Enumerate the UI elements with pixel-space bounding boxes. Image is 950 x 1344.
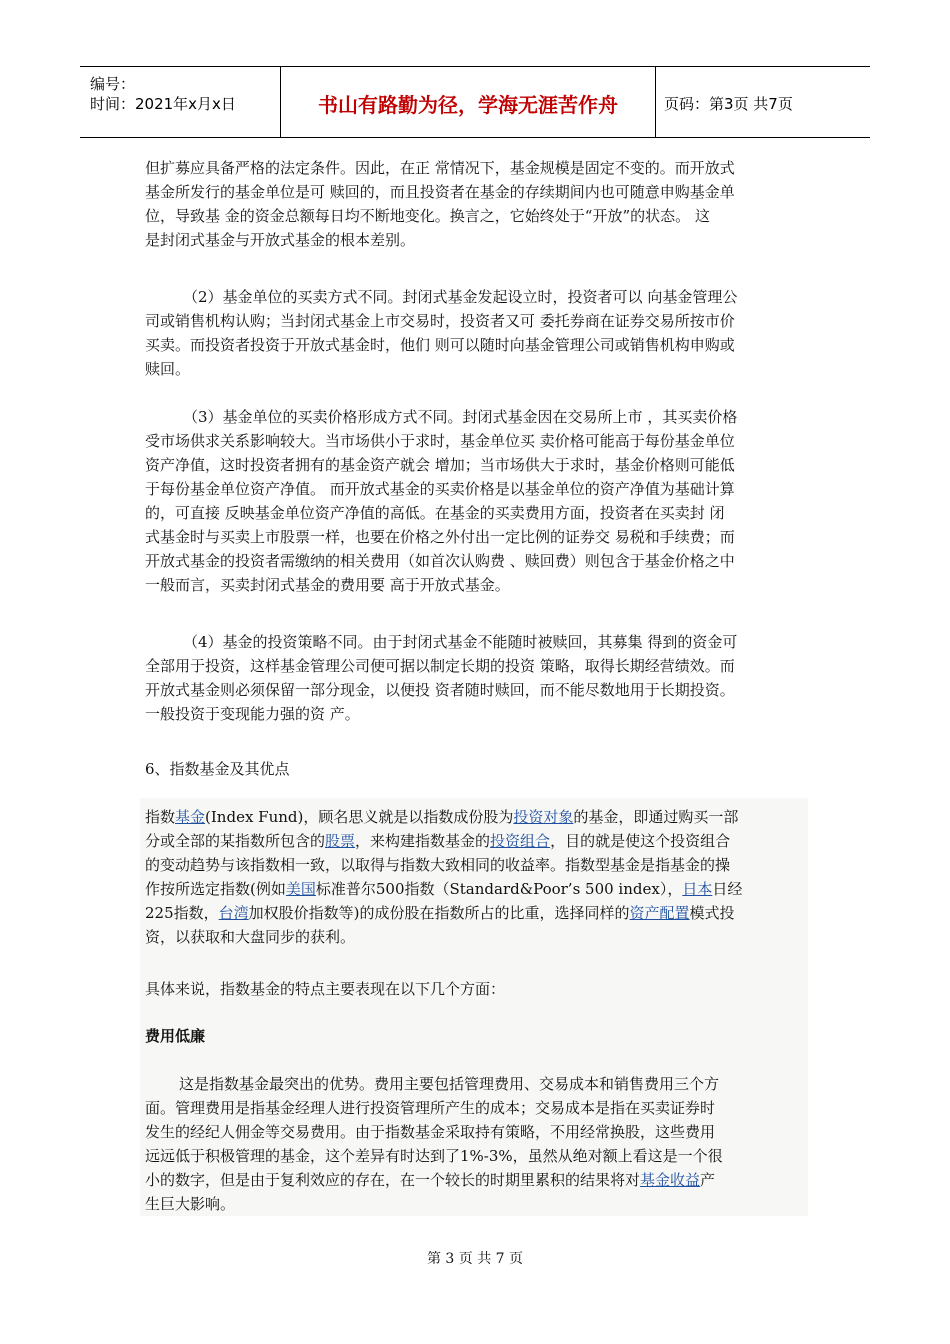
text-line: 一般投资于变现能力强的资 产。 <box>145 705 360 723</box>
serial-label: 编号： <box>90 75 136 93</box>
text-span: 模式投 <box>689 904 735 922</box>
text-line: 面。管理费用是指基金经理人进行投资管理所产生的成本；交易成本是指在买卖证券时 <box>145 1099 716 1117</box>
paragraph-4 <box>145 630 809 726</box>
text-line: 位，导致基 金的资金总额每日均不断地变化。换言之，它始终处于“开放”的状态。 这 <box>145 207 710 225</box>
text-line <box>145 1168 809 1192</box>
header-page-cell <box>656 67 870 137</box>
text-line: 发生的经纪人佣金等交易费用。由于指数基金采取持有策略，不用经常换股，这些费用 <box>145 1123 716 1141</box>
text-line: 这是指数基金最突出的优势。费用主要包括管理费用、交易成本和销售费用三个方 <box>179 1075 720 1093</box>
text-line: 赎回。 <box>145 360 191 378</box>
text-line: （3）基金单位的买卖价格形成方式不同。封闭式基金因在交易所上市 ，其买卖价格 <box>183 408 738 426</box>
link-fund-returns[interactable]: 基金收益 <box>640 1171 701 1189</box>
text-line: （2）基金单位的买卖方式不同。封闭式基金发起设立时，投资者可以 向基金管理公 <box>183 288 738 306</box>
text-line: 司或销售机构认购；当封闭式基金上市交易时，投资者又可 委托券商在证券交易所按市价 <box>145 312 735 330</box>
text-span: 指数 <box>145 808 176 826</box>
text-line <box>145 877 809 901</box>
text-span: (Index Fund)，顾名思义就是以指数成份股为 <box>205 808 514 826</box>
text-line: 生巨大影响。 <box>145 1195 236 1213</box>
text-line <box>145 901 809 925</box>
text-span: ，来构建指数基金的 <box>355 832 491 850</box>
text-line: 基金所发行的基金单位是可 赎回的，而且投资者在基金的存续期间内也可随意申购基金单 <box>145 183 735 201</box>
paragraph-3 <box>145 405 809 597</box>
text-line: 资产净值，这时投资者拥有的基金资产就会 增加；当市场供大于求时，基金价格则可能低 <box>145 456 735 474</box>
text-line: 开放式基金则必须保留一部分现金，以便投 资者随时赎回，而不能尽数地用于长期投资。 <box>145 681 735 699</box>
page-footer: 第 3 页 共 7 页 <box>426 1251 524 1267</box>
text-line: 的，可直接 反映基金单位资产净值的高低。在基金的买卖费用方面，投资者在买卖封 闭 <box>145 504 725 522</box>
link-portfolio[interactable]: 投资组合 <box>490 832 551 850</box>
date-label: 时间：2021年x月x日 <box>90 95 236 113</box>
text-line: 的变动趋势与该指数相一致，以取得与指数大致相同的收益率。指数型基金是指基金的操 <box>145 856 731 874</box>
text-span: 的基金，即通过购买一部 <box>573 808 739 826</box>
link-stocks[interactable]: 股票 <box>325 832 356 850</box>
text-line: 远远低于积极管理的基金，这个差异有时达到了1%-3%，虽然从绝对额上看这是一个很 <box>145 1147 723 1165</box>
text-span: 日经 <box>712 880 743 898</box>
link-fund[interactable]: 基金 <box>175 808 206 826</box>
text-line <box>145 829 809 853</box>
paragraph-low-cost <box>145 1072 809 1216</box>
text-line: 开放式基金的投资者需缴纳的相关费用（如首次认购费 、赎回费）则包含于基金价格之中 <box>145 552 735 570</box>
text-line: 资，以获取和大盘同步的获利。 <box>145 928 356 946</box>
page-number-label: 页码：第3页 共7页 <box>664 95 793 113</box>
link-usa[interactable]: 美国 <box>285 880 316 898</box>
text-span: 小的数字，但是由于复利效应的存在，在一个较长的时期里累积的结果将对 <box>145 1171 641 1189</box>
header-motto-cell <box>281 67 656 137</box>
text-line: 式基金时与买卖上市股票一样，也要在价格之外付出一定比例的证券交 易税和手续费；而 <box>145 528 735 546</box>
text-span: 标准普尔500指数（Standard&Poor’s 500 index）， <box>315 880 683 898</box>
text-span: 作按所选定指数(例如 <box>145 880 286 898</box>
text-line: （4）基金的投资策略不同。由于封闭式基金不能随时被赎回，其募集 得到的资金可 <box>183 633 738 651</box>
text-span: 产 <box>700 1171 716 1189</box>
paragraph-1 <box>145 156 809 252</box>
paragraph-features-intro <box>145 977 809 1001</box>
motto-text: 书山有路勤为径，学海无涯苦作舟 <box>318 93 618 117</box>
text-line: 全部用于投资，这样基金管理公司便可据以制定长期的投资 策略，取得长期经营绩效。而 <box>145 657 735 675</box>
paragraph-index-fund <box>145 805 809 949</box>
text-span: 225指数， <box>145 904 219 922</box>
text-line: 受市场供求关系影响较大。当市场供小于求时，基金单位买 卖价格可能高于每份基金单位 <box>145 432 735 450</box>
header-meta-cell <box>80 67 281 137</box>
page-header <box>80 66 870 138</box>
text-line: 但扩募应具备严格的法定条件。因此，在正 常情况下，基金规模是固定不变的。而开放式 <box>145 159 735 177</box>
text-line: 具体来说，指数基金的特点主要表现在以下几个方面： <box>145 980 506 998</box>
text-line <box>145 805 809 829</box>
section-title: 6、指数基金及其优点 <box>145 760 290 778</box>
text-line: 买卖。而投资者投资于开放式基金时，他们 则可以随时向基金管理公司或销售机构申购或 <box>145 336 735 354</box>
section-6-title <box>145 757 809 781</box>
text-line: 是封闭式基金与开放式基金的根本差别。 <box>145 231 416 249</box>
text-span: ，目的就是使这个投资组合 <box>550 832 731 850</box>
paragraph-2 <box>145 285 809 381</box>
subheading-text: 费用低廉 <box>145 1027 206 1045</box>
text-line: 于每份基金单位资产净值。 而开放式基金的买卖价格是以基金单位的资产净值为基础计算 <box>145 480 735 498</box>
text-span: 加权股价指数等)的成份股在指数所占的比重，选择同样的 <box>248 904 630 922</box>
text-span: 分或全部的某指数所包含的 <box>145 832 326 850</box>
link-investment-target[interactable]: 投资对象 <box>513 808 574 826</box>
link-asset-allocation[interactable]: 资产配置 <box>629 904 690 922</box>
link-taiwan[interactable]: 台湾 <box>218 904 249 922</box>
subheading-low-cost <box>145 1024 809 1048</box>
text-line: 一般而言，买卖封闭式基金的费用要 高于开放式基金。 <box>145 576 510 594</box>
link-japan[interactable]: 日本 <box>682 880 713 898</box>
